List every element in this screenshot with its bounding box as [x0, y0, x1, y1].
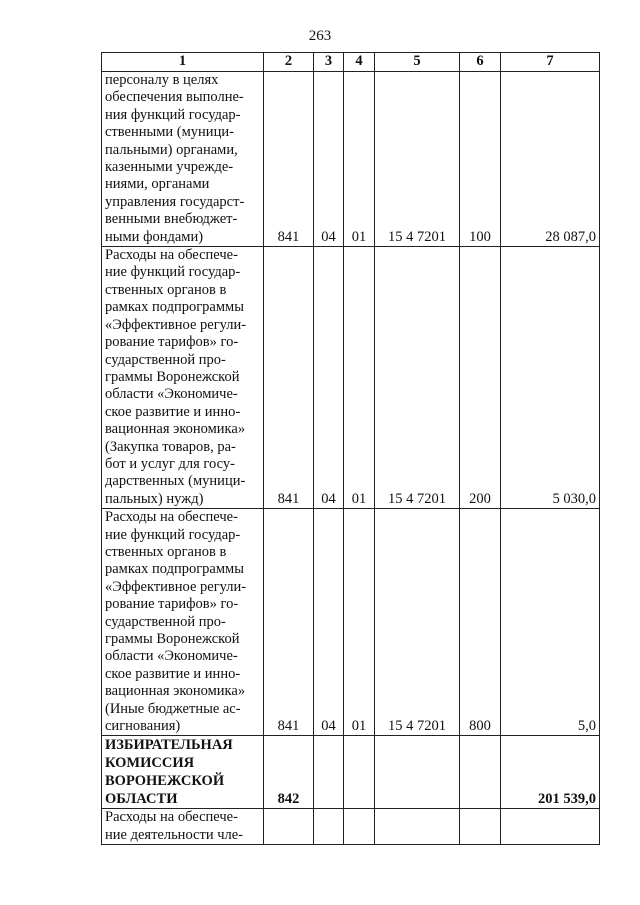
row-amount	[501, 809, 600, 845]
row-target: 15 4 7201	[375, 509, 460, 736]
row-section	[314, 809, 344, 845]
row-description: персоналу в целях обеспечения выполне- ния функций государ- ственными (муници- пальными) органами, казенными учрежде- ниями, органами управления государст- венными внебюджет- ными фондами)	[102, 72, 264, 247]
row-section: 04	[314, 509, 344, 736]
row-subsection: 01	[344, 247, 375, 509]
row-description: Расходы на обеспече- ние деятельности чле-	[102, 809, 264, 845]
budget-table	[101, 52, 600, 845]
header-col-1: 1	[102, 53, 264, 72]
table-row-department	[102, 736, 600, 809]
row-expense-type	[460, 809, 501, 845]
row-section	[314, 736, 344, 809]
row-ministry: 841	[264, 72, 314, 247]
table-row	[102, 809, 600, 845]
row-subsection: 01	[344, 72, 375, 247]
row-expense-type: 100	[460, 72, 501, 247]
header-col-3: 3	[314, 53, 344, 72]
row-section: 04	[314, 72, 344, 247]
header-col-7: 7	[501, 53, 600, 72]
row-target	[375, 809, 460, 845]
row-expense-type: 200	[460, 247, 501, 509]
header-col-4: 4	[344, 53, 375, 72]
row-amount: 5,0	[501, 509, 600, 736]
row-amount: 28 087,0	[501, 72, 600, 247]
header-row	[102, 53, 600, 72]
row-subsection	[344, 736, 375, 809]
row-description: ИЗБИРАТЕЛЬНАЯ КОМИССИЯ ВОРОНЕЖСКОЙ ОБЛАСТИ	[102, 736, 264, 809]
row-subsection	[344, 809, 375, 845]
row-expense-type	[460, 736, 501, 809]
row-ministry: 841	[264, 247, 314, 509]
table-row	[102, 72, 600, 247]
header-col-2: 2	[264, 53, 314, 72]
row-section: 04	[314, 247, 344, 509]
table-row	[102, 247, 600, 509]
row-target: 15 4 7201	[375, 247, 460, 509]
row-target	[375, 736, 460, 809]
row-ministry	[264, 809, 314, 845]
row-amount: 5 030,0	[501, 247, 600, 509]
row-subsection: 01	[344, 509, 375, 736]
header-col-5: 5	[375, 53, 460, 72]
row-ministry: 842	[264, 736, 314, 809]
header-col-6: 6	[460, 53, 501, 72]
row-target: 15 4 7201	[375, 72, 460, 247]
row-description: Расходы на обеспече- ние функций государ- ственных органов в рамках подпрограммы «Эффективное регули- рование тарифов» го- сударственной про- граммы Воронежской области «Экономиче- ское развитие и инно- вационная экономика» (Закупка товаров, ра- бот и услуг для госу- дарственных (муници- пальных) нужд)	[102, 247, 264, 509]
row-expense-type: 800	[460, 509, 501, 736]
table-row	[102, 509, 600, 736]
row-ministry: 841	[264, 509, 314, 736]
row-description: Расходы на обеспече- ние функций государ- ственных органов в рамках подпрограммы «Эффективное регули- рование тарифов» го- сударственной про- граммы Воронежской области «Экономиче- ское развитие и инно- вационная экономика» (Иные бюджетные ас- сигнования)	[102, 509, 264, 736]
row-amount: 201 539,0	[501, 736, 600, 809]
page-number: 263	[308, 28, 332, 44]
